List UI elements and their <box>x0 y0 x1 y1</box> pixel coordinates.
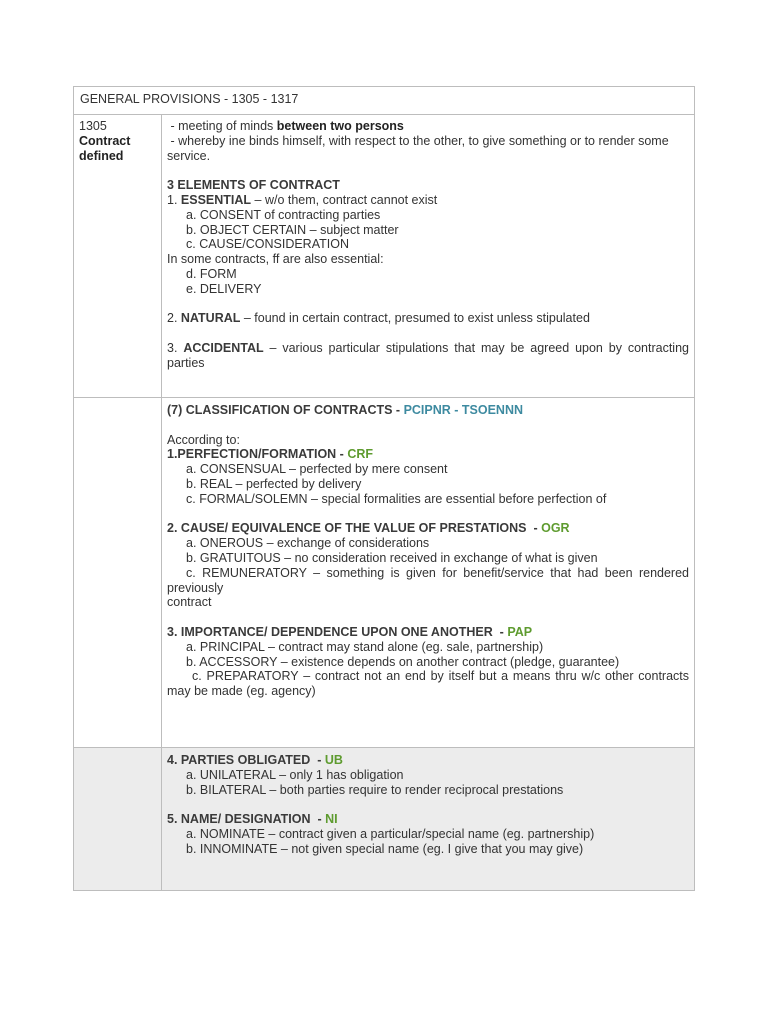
element-name: ESSENTIAL <box>180 192 252 207</box>
class-title: 3. IMPORTANCE/ DEPENDENCE UPON ONE ANOTHER - <box>167 624 508 639</box>
elements-heading: 3 ELEMENTS OF CONTRACT <box>167 178 340 193</box>
essential-note: In some contracts, ff are also essential: <box>167 252 384 267</box>
table-title: GENERAL PROVISIONS - 1305 - 1317 <box>80 92 299 106</box>
table-row-1305 <box>74 114 694 397</box>
element-name: NATURAL <box>180 311 241 326</box>
class-title: 5. NAME/ DESIGNATION - <box>167 812 326 827</box>
content-cell <box>162 398 694 747</box>
according-label: According to: <box>167 432 240 447</box>
table-row-classification <box>74 397 694 747</box>
list-item: e. DELIVERY <box>186 281 262 296</box>
table-header-row <box>74 87 694 114</box>
list-item: a. CONSENSUAL – perfected by mere consent <box>186 462 448 477</box>
article-title-line-2: defined <box>79 149 124 163</box>
class-cause <box>167 521 689 536</box>
element-desc: – w/o them, contract cannot exist <box>251 192 438 207</box>
class-title: 1.PERFECTION/FORMATION - <box>167 447 348 462</box>
list-item: c. FORMAL/SOLEMN – special formalities are essential before perfection of <box>186 491 607 506</box>
list-item: d. FORM <box>186 266 237 281</box>
classification-heading <box>167 403 689 418</box>
list-item: c. PREPARATORY – contract not an end by itself but a means thru w/c other contracts may be made (eg. agency) <box>167 669 689 699</box>
element-essential <box>167 193 689 208</box>
article-title-line-1: Contract <box>79 134 131 148</box>
class-name <box>167 812 689 827</box>
list-item: b. ACCESSORY – existence depends on another contract (pledge, guarantee) <box>186 654 620 669</box>
list-item: b. OBJECT CERTAIN – subject matter <box>186 222 399 237</box>
list-item: b. GRATUITOUS – no consideration received in exchange of what is given <box>186 550 598 565</box>
list-item: a. UNILATERAL – only 1 has obligation <box>186 767 404 782</box>
content-cell <box>162 748 694 890</box>
element-number: 2. <box>167 311 181 326</box>
list-item: b. BILATERAL – both parties require to render reciprocal prestations <box>186 782 564 797</box>
mnemonic-code: PAP <box>507 624 533 639</box>
class-title: 2. CAUSE/ EQUIVALENCE OF THE VALUE OF PRESTATIONS - <box>167 521 542 536</box>
element-desc: – various particular stipulations that may be agreed upon by contracting parties <box>167 340 693 370</box>
article-cell <box>74 115 162 397</box>
element-accidental <box>167 340 693 371</box>
heading-text: (7) CLASSIFICATION OF CONTRACTS - <box>167 403 404 417</box>
definition-emphasis: between two persons <box>276 119 404 133</box>
list-item: b. INNOMINATE – not given special name (eg. I give that you may give) <box>186 841 584 856</box>
element-name: ACCIDENTAL <box>183 340 264 355</box>
provisions-table <box>73 86 695 891</box>
list-item: a. CONSENT of contracting parties <box>186 207 381 222</box>
article-number: 1305 <box>79 119 107 133</box>
list-item-tail: contract <box>167 595 212 610</box>
definition-text: - meeting of minds <box>167 119 277 133</box>
class-importance <box>167 625 689 640</box>
list-item: c. REMUNERATORY – something is given for benefit/service that had been rendered previously <box>167 565 689 595</box>
mnemonic-code: NI <box>325 812 338 827</box>
list-item: a. NOMINATE – contract given a particular/special name (eg. partnership) <box>186 826 595 841</box>
element-number: 1. <box>167 192 181 207</box>
definition-line-2: - whereby ine binds himself, with respect to the other, to give something or to render some service. <box>167 133 673 163</box>
mnemonic-code: UB <box>324 753 343 767</box>
class-parties <box>167 753 689 768</box>
table-row-parties <box>74 747 694 890</box>
list-item: b. REAL – perfected by delivery <box>186 476 362 491</box>
list-item: c. CAUSE/CONSIDERATION <box>186 237 349 252</box>
class-perfection <box>167 447 689 462</box>
class-title: 4. PARTIES OBLIGATED - <box>167 753 325 767</box>
list-item: a. ONEROUS – exchange of considerations <box>186 536 430 551</box>
definition-line-1 <box>167 119 689 134</box>
mnemonic-code: PCIPNR - TSOENNN <box>403 403 524 417</box>
content-cell <box>162 115 694 397</box>
list-item: a. PRINCIPAL – contract may stand alone (eg. sale, partnership) <box>186 639 544 654</box>
article-cell <box>74 398 162 747</box>
element-natural <box>167 311 689 326</box>
element-number: 3. <box>167 340 184 355</box>
article-cell <box>74 748 162 890</box>
mnemonic-code: CRF <box>347 447 374 462</box>
mnemonic-code: OGR <box>541 521 570 536</box>
element-desc: – found in certain contract, presumed to exist unless stipulated <box>240 311 590 326</box>
